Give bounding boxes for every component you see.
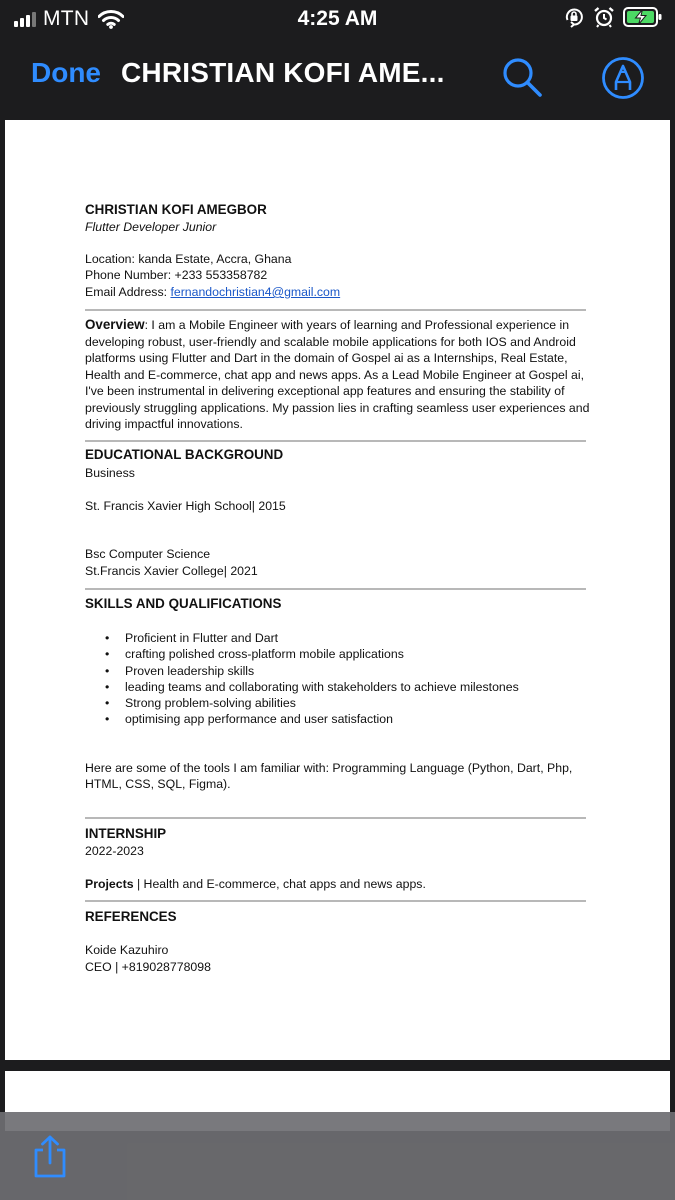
education-school: St. Francis Xavier High School| 2015 [85,499,286,513]
overview-paragraph [85,317,593,433]
tools-line: Here are some of the tools I am familiar with: Programming Language (Python, Dart, Php, [85,761,573,775]
overview-line: platforms using Flutter and Dart in the domain of Gospel ai as a Internships, Real Estate, [85,351,568,366]
overview-line: : I am a Mobile Engineer with years of learning and Professional experience in [144,318,570,332]
overview-line: Health and E-commerce, chat app and news apps. As a Lead Mobile Engineer at Gospel ai, [85,367,585,382]
education-field: Bsc Computer Science [85,547,211,561]
divider [85,588,586,590]
education-heading: EDUCATIONAL BACKGROUND [85,447,284,462]
tools-line: HTML, CSS, SQL, Figma). [85,777,231,791]
resume-location: Location: kanda Estate, Accra, Ghana [85,252,292,266]
projects-row [85,876,426,892]
references-heading: REFERENCES [85,909,177,924]
skill-item: • optimising app performance and user satisfaction [85,711,519,727]
skills-list [85,630,519,728]
search-icon[interactable] [501,56,543,98]
skill-item: • Proficient in Flutter and Dart [85,630,519,646]
skill-item: • Proven leadership skills [85,663,519,679]
status-time: 4:25 AM [297,7,378,30]
resume-name: CHRISTIAN KOFI AMEGBOR [85,202,267,217]
reference-name: Koide Kazuhiro [85,943,169,957]
share-icon[interactable] [30,1134,70,1180]
document-page[interactable] [5,120,670,1060]
divider [85,817,586,819]
carrier-name: MTN [43,7,90,30]
bottom-toolbar [0,1112,675,1200]
email-label: Email Address: [85,285,171,299]
overview-line: I've been instrumental in delivering exceptional app features and ensuring the stability of [85,384,565,399]
education-field: Business [85,466,135,480]
markup-pen-icon[interactable] [601,56,645,100]
skill-item: • leading teams and collaborating with stakeholders to achieve milestones [85,679,519,695]
overview-label: Overview [85,317,145,332]
battery-charging-icon [623,6,663,28]
skills-heading: SKILLS AND QUALIFICATIONS [85,596,282,611]
document-title: CHRISTIAN KOFI AME... [121,57,445,88]
overview-line: driving impactful innovations. [85,417,243,432]
email-link[interactable]: fernandochristian4@gmail.com [170,285,341,299]
reference-detail: CEO | +819028778098 [85,960,211,974]
resume-phone: Phone Number: +233 553358782 [85,268,268,282]
status-bar [0,0,675,38]
status-right [563,6,663,28]
overview-line: previously struggling applications. My passion lies in crafting seamless user experiences and [85,400,590,415]
skill-item: • crafting polished cross-platform mobile applications [85,646,519,662]
overview-line: developing robust, user-friendly and scalable mobile applications for both IOS and Android [85,334,576,349]
resume-email-row [85,284,340,300]
projects-text: | Health and E-commerce, chat apps and news apps. [133,877,426,891]
orientation-lock-icon [563,6,585,28]
nav-bar [0,38,675,116]
internship-heading: INTERNSHIP [85,826,167,841]
alarm-clock-icon [593,6,615,28]
divider [85,309,586,311]
done-button[interactable]: Done [31,57,101,88]
skill-item: • Strong problem-solving abilities [85,695,519,711]
divider [85,900,586,902]
education-school: St.Francis Xavier College| 2021 [85,564,258,578]
divider [85,440,586,442]
resume-role: Flutter Developer Junior [85,220,217,234]
projects-label: Projects [85,877,134,891]
internship-years: 2022-2023 [85,844,144,858]
